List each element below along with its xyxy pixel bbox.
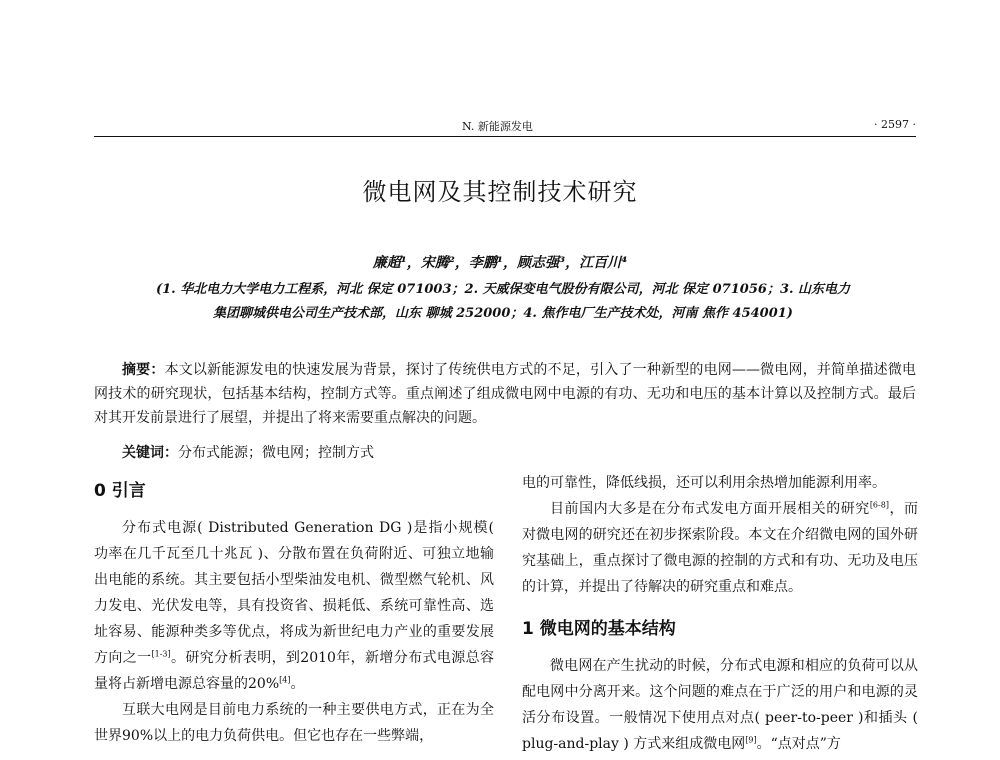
- paragraph-text: 电的可靠性，降低线损，还可以利用余热增加能源利用率。: [522, 475, 886, 491]
- paragraph: [522, 496, 918, 600]
- section-heading-introduction: 0 引言: [94, 481, 146, 501]
- paragraph-text: ，而对微电网的研究还在初步探索阶段。本文在介绍微电网的国外研究基础上，重点探讨了微电源的控制的方式和有功、无功及电压的计算，并提出了待解决的研究重点和难点。: [522, 501, 919, 595]
- author-list: 廉超¹，宋腾²，李鹏¹，顾志强³，江百川⁴: [372, 255, 628, 271]
- paragraph-text: 。研究分析表明，到2010年，新增分布式电源总容量将占新增电源总容量的20%: [94, 650, 494, 692]
- keywords-text: 分布式能源；微电网；控制方式: [178, 445, 374, 461]
- paragraph-text: 。“点对点”方: [756, 736, 841, 752]
- citation: [1-3]: [151, 649, 171, 659]
- citation: [6-8]: [869, 500, 889, 510]
- affiliation-line-2: 集团聊城供电公司生产技术部，山东 聊城 252000；4. 焦作电厂生产技术处，河南 焦作 454001): [213, 306, 793, 321]
- page-number: · 2597 ·: [874, 118, 916, 131]
- paper-title: 微电网及其控制技术研究: [362, 178, 638, 206]
- paragraph-text: 微电网在产生扰动的时候，分布式电源和相应的负荷可以从配电网中分离开来。这个问题的难点在于广泛的用户和电源的灵活分布设置。一般情况下使用点对点( peer-to-peer )和插头 ( plug-and-play ) 方式来组成微电网: [522, 658, 918, 752]
- running-header: [94, 118, 916, 137]
- keywords: [122, 442, 922, 462]
- left-column: [94, 470, 494, 749]
- abstract: [94, 358, 916, 430]
- header-section: N. 新能源发电: [462, 120, 533, 133]
- keywords-label: 关键词：: [122, 445, 178, 461]
- paragraph: [94, 515, 494, 697]
- right-column: [522, 470, 918, 757]
- citation: [4]: [279, 675, 291, 685]
- paragraph: [522, 653, 918, 757]
- paragraph-text: 目前国内大多是在分布式发电方面开展相关的研究: [550, 501, 870, 517]
- section-heading-structure: 1 微电网的基本结构: [522, 619, 676, 639]
- affiliation-line-1: (1. 华北电力大学电力工程系，河北 保定 071003；2. 天威保变电气股份有限公司，河北 保定 071056；3. 山东电力: [155, 282, 851, 297]
- abstract-text: 本文以新能源发电的快速发展为背景，探讨了传统供电方式的不足，引入了一种新型的电网——微电网，并简单描述微电网技术的研究现状，包括基本结构，控制方式等。重点阐述了组成微电网中电源的有功、无功和电压的基本计算以及控制方式。最后对其开发前景进行了展望，并提出了将来需要重点解决的问题。: [94, 362, 917, 426]
- paragraph-continuation: [522, 470, 918, 496]
- paragraph: [94, 697, 494, 749]
- paragraph-text: 分布式电源( Distributed Generation DG )是指小规模( 功率在几千瓦至几十兆瓦 )、分散布置在负荷附近、可独立地输出电能的系统。其主要包括小型柴油发电机、微型燃气轮机、风力发电、光伏发电等，具有投资省、损耗低、系统可靠性高、选址容易、能源种类多等优点，将成为新世纪电力产业的重要发展方向之一: [94, 520, 494, 666]
- paragraph-text: 互联大电网是目前电力系统的一种主要供电方式，正在为全世界90%以上的电力负荷供电。但它也存在一些弊端，: [94, 702, 494, 744]
- abstract-label: 摘要：: [122, 362, 165, 378]
- paragraph-text: 。: [290, 676, 305, 692]
- citation: [9]: [745, 735, 757, 745]
